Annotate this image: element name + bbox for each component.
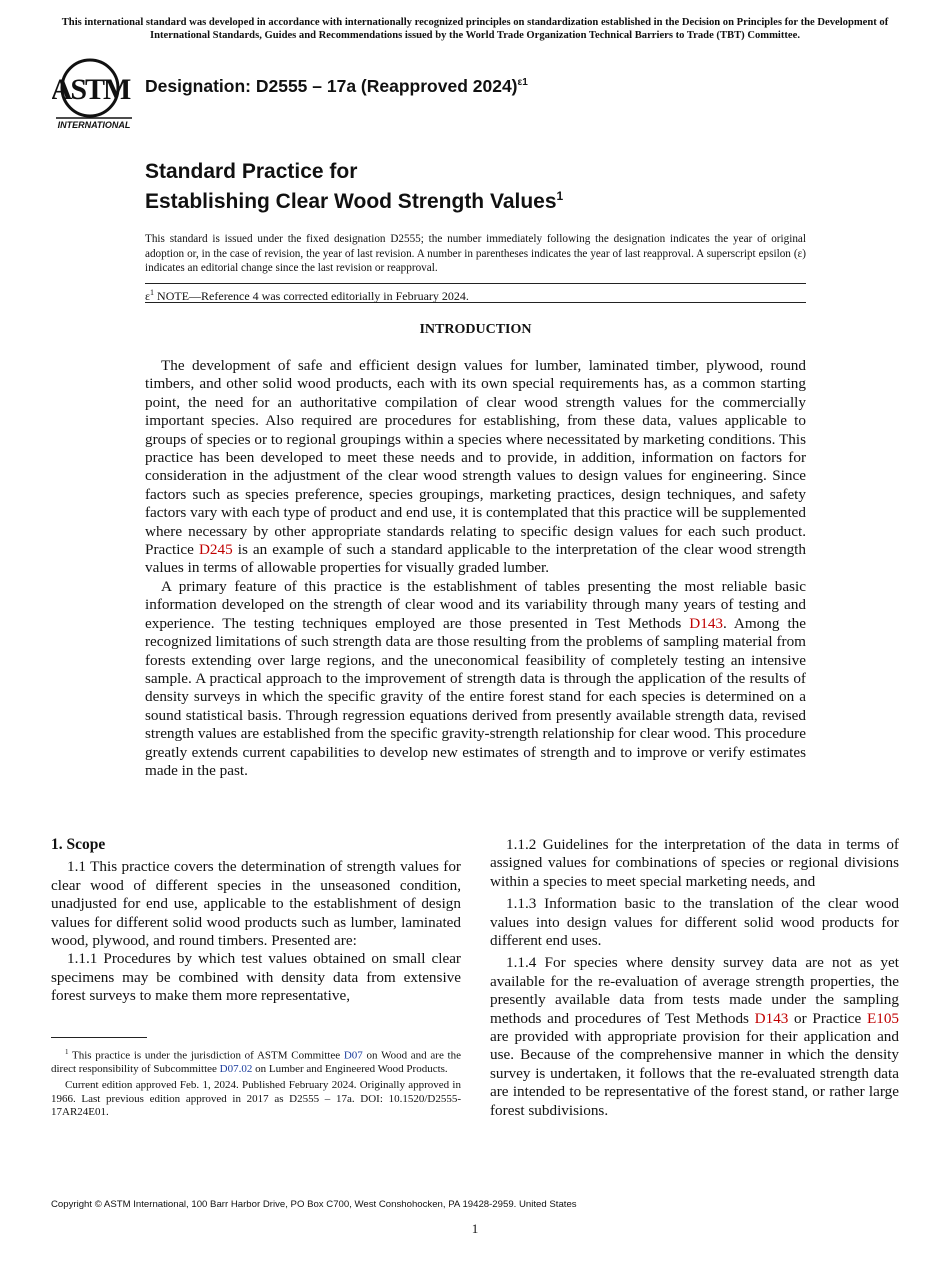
link-d245[interactable]: D245 [198, 541, 233, 559]
link-d07[interactable]: D07 [343, 1049, 363, 1062]
right-column [490, 836, 899, 1120]
epsilon-note-text: NOTE—Reference 4 was corrected editorially in February 2024. [154, 289, 469, 303]
page-number: 1 [471, 1221, 479, 1236]
footnote-divider [51, 1037, 147, 1038]
astm-logo-icon [52, 56, 136, 132]
link-d07-02[interactable]: D07.02 [219, 1063, 253, 1076]
link-d143[interactable]: D143 [689, 614, 724, 632]
section-1-1-4: 1.1.4 For species where density survey data are not as yet available for the re-evaluation of average strength properties, the presently available data from tests made under the sampling methods and procedures of Test Methods D143 or Practice E105 are provided with appropriate provision for their application and use. Because of the comprehensive manner in which the density survey is undertaken, it follows that the re-evaluated strength data are intended to be representative of the forest stand, or rather large forest subdivisions. [490, 954, 900, 1119]
section-1-1-3: 1.1.3 Information basic to the translation of the clear wood values into design values for different solid wood products for different end uses. [490, 895, 899, 950]
section-1-1-2: 1.1.2 Guidelines for the interpretation of the data in terms of assigned values for combinations of species or regional divisions within a species to meet special marketing needs, and [490, 836, 899, 890]
footnote-edition: Current edition approved Feb. 1, 2024. Published February 2024. Originally approved in 1966. Last previous edition approved in 2017 as D2555 – 17a. DOI: 10.1520/D2555-17AR24E01. [51, 1079, 461, 1119]
document-title [145, 160, 563, 214]
introduction-body [145, 357, 806, 780]
divider-top [145, 283, 806, 284]
section-1-1-1: 1.1.1 Procedures by which test values obtained on small clear specimens may be combined with density data from extensive forest surveys to make them more representative, [51, 950, 461, 1005]
divider-bottom [145, 302, 806, 303]
logo-text: ASTM [52, 73, 130, 106]
footnote-1: $^1$ This practice is under the jurisdiction of ASTM Committee D07 on Wood and are the direct responsibility of Subcommittee D07.02 on Lumber and Engineered Wood Products. [51, 1048, 461, 1076]
link-e105[interactable]: E105 [866, 1009, 900, 1027]
designation [145, 76, 528, 97]
designation-superscript: ε1 [517, 77, 528, 89]
footnotes [51, 1046, 461, 1122]
epsilon-note [145, 286, 469, 303]
logo-subtitle: INTERNATIONAL [57, 120, 131, 130]
intro-paragraph-2: A primary feature of this practice is the establishment of tables presenting the most reliable basic information developed on the strength of clear wood and its variability through many years of testing and experience. The testing techniques employed are those presented in Test Methods D143. Among the recognized limitations of such strength data are those resulting from the problems of sampling material from forests extending over large regions, and the uneconomical feasibility of completely testing an intensive sample. A practical approach to the improvement of strength data is through the application of the results of density surveys in which the specific gravity of the entire forest stand for each species is determined on a sound statistical basis. Through regression equations derived from presently available strength data, revised strength values are established from the specific gravity-strength relationship for clear wood. This procedure greatly extends current capabilities to develop new estimates of strength and to improve or verify estimates made in the past. [145, 577, 806, 779]
left-column [51, 836, 461, 1006]
designation-text: Designation: D2555 – 17a (Reapproved 2024) [145, 76, 518, 96]
section-1-1: 1.1 This practice covers the determination of strength values for clear wood of different species in the unseasoned condition, unadjusted for end use, applicable to the establishment of design values for different solid wood products such as lumber, laminated wood, plywood, and round timbers. Presented are: [51, 858, 461, 950]
intro-paragraph-1: The development of safe and efficient design values for lumber, laminated timber, plywood, round timbers, and other solid wood products, each with its own special requirements has, as a common starting point, the need for an authoritative compilation of clear wood strength values for the commercially important species. Also required are procedures for establishing, from these data, values applicable to groups of species or to regional groupings within a species where necessitated by marketing conditions. This practice has been developed to meet these needs and to provide, in addition, information on factors for consideration in the adjustment of the clear wood strength values to design values for engineering. Since factors such as species preference, species groupings, marketing practices, design techniques, and safety factors vary with each type of product and end use, it is contemplated that this practice will be supplemented where necessary by other appropriate standards relating to specific design values for each such product. Practice D245 is an example of such a standard applicable to the interpretation of the clear wood strength values in terms of allowable properties for visually graded lumber. [145, 357, 806, 577]
title-line-2: Establishing Clear Wood Strength Values [145, 190, 557, 213]
standard-note: This standard is issued under the fixed designation D2555; the number immediately following the designation indicates the year of original adoption or, in the case of revision, the year of last revision. A number in parentheses indicates the year of last reapproval. A superscript epsilon (ε) indicates an editorial change since the last revision or reapproval. [145, 233, 806, 274]
link-d143-scope[interactable]: D143 [754, 1009, 789, 1027]
introduction-heading: INTRODUCTION [419, 322, 532, 337]
scope-heading: 1. Scope [51, 836, 106, 853]
title-footnote-mark: 1 [556, 189, 564, 203]
epsilon-mark: ε [145, 289, 151, 303]
top-notice: This international standard was developed in accordance with internationally recognized principles on standardization established in the Decision on Principles for the Development of International Standards, Guides and Recommendations issued by the World Trade Organization Technical Barriers to Trade (TBT) Committee. [61, 17, 889, 41]
copyright: Copyright © ASTM International, 100 Barr Harbor Drive, PO Box C700, West Conshohocken, PA 19428-2959. United States [51, 1199, 577, 1210]
epsilon-sup: 1 [150, 288, 155, 297]
title-line-1: Standard Practice for [145, 160, 358, 183]
